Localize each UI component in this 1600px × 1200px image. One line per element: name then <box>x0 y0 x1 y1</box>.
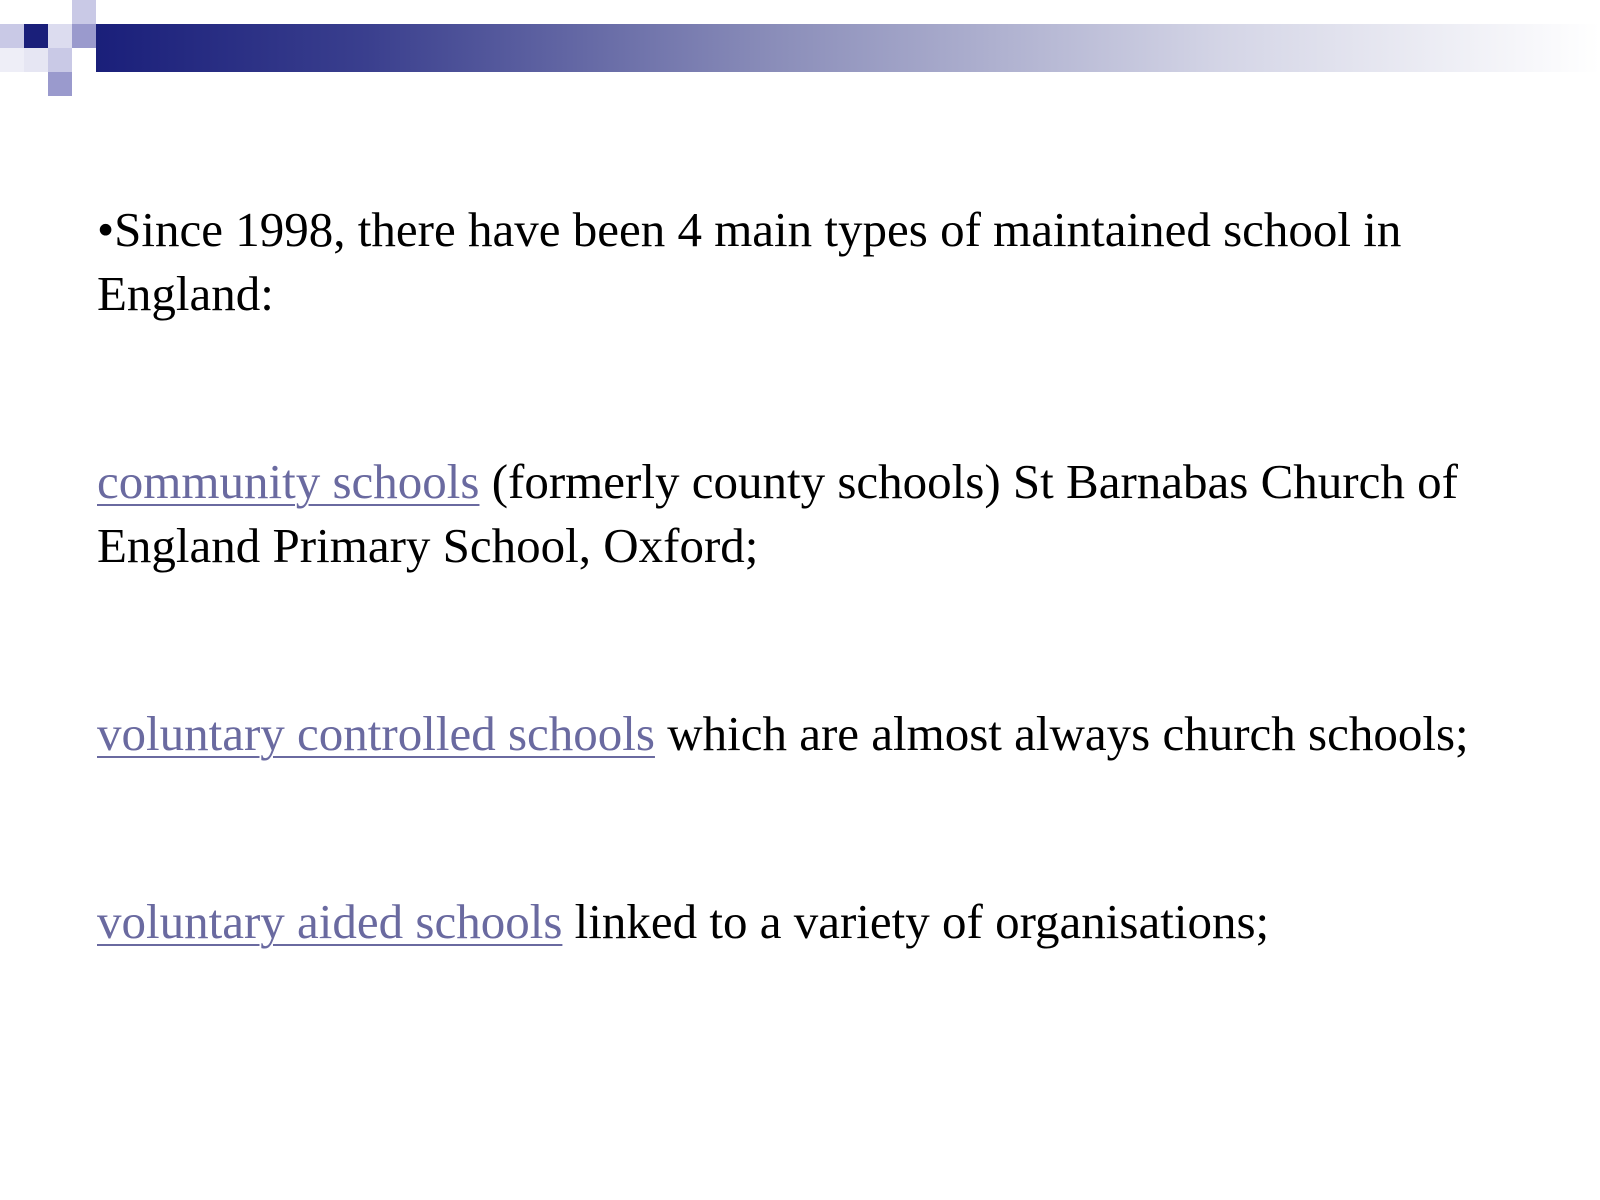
intro-paragraph: •Since 1998, there have been 4 main types of maintained school in England: <box>97 202 1402 321</box>
header-square <box>24 24 48 48</box>
header-square <box>72 0 96 24</box>
header-square <box>48 24 72 48</box>
header-square <box>0 24 24 48</box>
header-square <box>0 0 24 24</box>
community-schools-link[interactable]: community schools <box>97 454 480 509</box>
list-item-text: (formerly county schools) St Barnabas Church of England Primary School, Oxford; <box>97 454 1458 573</box>
header-square <box>48 48 72 72</box>
header-decoration <box>0 0 1600 100</box>
header-square <box>72 24 96 48</box>
list-item <box>97 450 1547 578</box>
voluntary-controlled-schools-link[interactable]: voluntary controlled schools <box>97 706 655 761</box>
list-item-text: linked to a variety of organisations; <box>562 894 1270 949</box>
list-item <box>97 702 1547 766</box>
header-square <box>24 48 48 72</box>
header-square <box>0 48 24 72</box>
header-gradient-bar <box>96 24 1600 72</box>
slide-body <box>97 198 1547 954</box>
voluntary-aided-schools-link[interactable]: voluntary aided schools <box>97 894 563 949</box>
list-item-text: which are almost always church schools; <box>654 706 1469 761</box>
header-square <box>48 72 72 96</box>
list-item <box>97 890 1547 954</box>
